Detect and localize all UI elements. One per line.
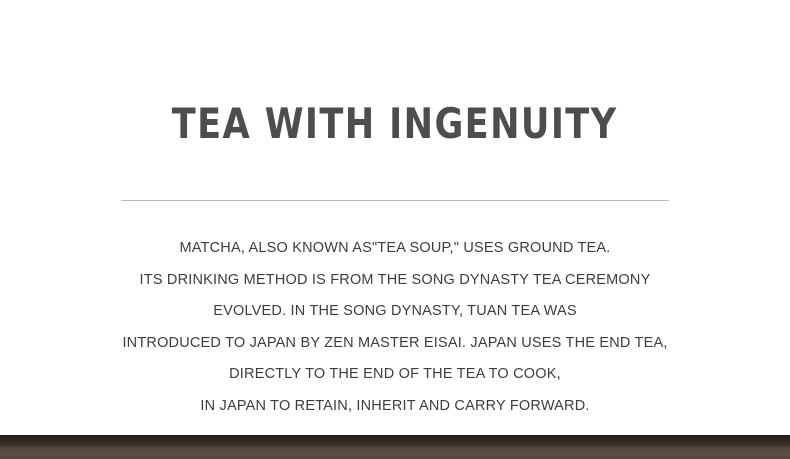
body-line: DIRECTLY TO THE END OF THE TEA TO COOK, bbox=[229, 366, 561, 383]
body-line: INTRODUCED TO JAPAN BY ZEN MASTER EISAI. JAPAN USES THE END TEA, bbox=[122, 334, 668, 351]
body-line: ITS DRINKING METHOD IS FROM THE SONG DYNASTY TEA CEREMONY bbox=[139, 271, 651, 288]
page-title: TEA WITH INGENUITY bbox=[172, 99, 618, 148]
body-line: EVOLVED. IN THE SONG DYNASTY, TUAN TEA WAS bbox=[213, 303, 577, 320]
body-paragraph bbox=[45, 233, 745, 422]
body-line: IN JAPAN TO RETAIN, INHERIT AND CARRY FORWARD. bbox=[200, 397, 590, 414]
title-divider bbox=[121, 200, 669, 201]
bottom-strip-shadow bbox=[0, 449, 790, 459]
bottom-decorative-strip bbox=[0, 435, 790, 459]
body-line: MATCHA, ALSO KNOWN AS"TEA SOUP," USES GROUND TEA. bbox=[179, 240, 611, 257]
